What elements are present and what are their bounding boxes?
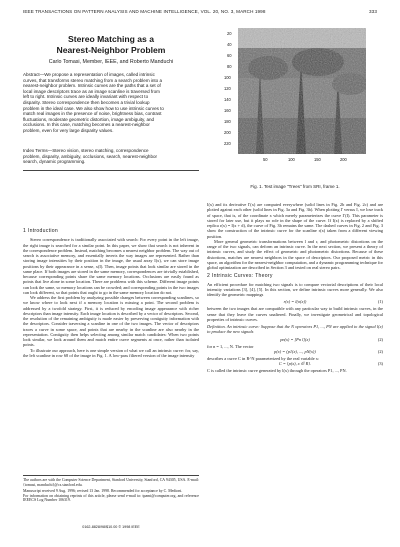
- y-tick: 80: [227, 64, 232, 69]
- trees-image: [238, 28, 366, 154]
- page-number: 333: [369, 9, 377, 14]
- equation-2-number: (2): [377, 336, 383, 342]
- equation-1-number: (1): [377, 299, 383, 305]
- right-column-body: [207, 202, 383, 373]
- abstract-line: Abstract—We propose a representation of images, called intrinsic: [23, 72, 155, 77]
- abstract-line: nearest-neighbor problem. Intrinsic curves are the paths that a set of: [23, 83, 161, 89]
- figure-caption: Fig. 1. Test image "Trees" from SRI, frame 1.: [250, 184, 340, 189]
- abstract-line: problem, even for very large disparity values.: [23, 127, 114, 133]
- index-terms-line: Index Terms—Stereo vision, stereo matching, correspondence: [23, 148, 149, 153]
- abstract-line: curves, that transforms stereo matching from a search problem into a: [23, 77, 162, 83]
- after-equation-1: between the two images that are compatible with any particular way to build intrinsic curves, in the sense that they leave the curves unaltered. Finally, we investigate geometrical and topological properties of intrinsic curves.: [207, 306, 383, 322]
- running-header: [23, 9, 377, 17]
- footnote-manuscript: Manuscript received 9 Aug. 1996; revised 13 Jan. 1998. Recommended for acceptance by C. Medioni.: [23, 489, 183, 494]
- equation-2: [207, 337, 383, 344]
- paper-title: [23, 34, 199, 55]
- y-tick: 220: [224, 141, 231, 146]
- title-line-1: Stereo Matching as a: [68, 34, 154, 44]
- copyright-line: 0162-8828/98/$10.00 © 1998 IEEE: [82, 525, 140, 529]
- y-tick: 200: [224, 130, 231, 135]
- y-tick: 140: [224, 97, 231, 102]
- abstract-line: left to right. Intrinsic curves are ideally invariant with respect to: [23, 94, 149, 100]
- section-2-paragraph: An efficient procedure for matching two signals is to compare vectorial descriptions of their local intensity variations [3], [4], [5]. In this section, we define intrinsic curves more generally. We also identify the geometric mappings: [207, 281, 383, 297]
- equation-4-body: C = {p(x), x ∈ R}.: [278, 361, 312, 366]
- x-tick: 100: [288, 157, 295, 162]
- authors: Carlo Tomasi, Member, IEEE, and Roberto Manduchi: [48, 59, 174, 65]
- section-1-heading: 1 Introduction: [23, 228, 59, 234]
- abstract-rule: [23, 170, 199, 171]
- intro-paragraph-1: Stereo correspondence is traditionally associated with search: For every point in the left image, the right image is searched for a similar point. In this paper, we show that search is not inherent in the correspondence problem. Instead, matching becomes a nearest neighbor problem. The way out of search is associative memory, and essentially inverts the way images are represented. Rather than storing image intensities by their position in the image, the usual array I(x), we can store image positions by their appearance in a sense, x(I). Then, image points that look similar are stored in the same place. If both images are stored in the same memory, correspondences are trivially established, because corresponding points share the same memory locations. Occlusions are easily found as points that live alone in some location. There are problems with this scheme. Different image points can look the same, so memory locations can be crowded; and corresponding points in the two images can look different, so that points that ought to go in the same memory location do not.: [23, 237, 199, 295]
- y-tick: 40: [227, 42, 232, 47]
- definition-intrinsic-curve: Definition. An intrinsic curve: Suppose that the N operators P1, ..., PN are applied to the signal l(x) to produce the new signals: [207, 324, 383, 335]
- left-column-body: [23, 229, 199, 358]
- y-tick: 20: [227, 31, 232, 36]
- footnote-affiliation: The authors are with the Computer Science Department, Stanford University, Stanford, CA 94305, USA. E-mail: {tomasi, manduchi}@cs.stanford.edu.: [23, 478, 199, 487]
- equation-1: [207, 299, 383, 306]
- intro-paragraph-3: To illustrate our approach, here is one simple version of what we call an intrinsic curve: for, say, the left scanline in row 68 of the image in Fig. 1. A low-pass filtered version of the image intensity: [23, 347, 199, 358]
- y-tick: 120: [224, 86, 231, 91]
- footnote-reprints: For information on obtaining reprints of this article, please send e-mail to: tpami@computer.org, and reference IEEECS Log Number 106319.: [23, 493, 199, 503]
- index-terms: [23, 148, 199, 165]
- abstract-line: disparity. Stereo correspondence then becomes a trivial lookup: [23, 99, 150, 105]
- equation-2-body: pn(x) = [Pn l](x): [280, 336, 310, 342]
- equation-3-body: p(x) = (p1(x), ..., pN(x)): [274, 348, 316, 354]
- x-tick: 200: [340, 157, 347, 162]
- index-terms-line: problem, disparity, ambiguity, occlusions, search, nearest-neighbor: [23, 153, 158, 159]
- footnote-rule: [23, 475, 199, 476]
- abstract-line: match real images in the presence of noise, brightness bias, contrast: [23, 111, 162, 117]
- equation-2-suffix: for n = 1, ..., N. The vector: [207, 343, 254, 349]
- x-tick: 150: [314, 157, 321, 162]
- equation-4: [207, 361, 383, 368]
- y-tick: 160: [224, 108, 231, 113]
- equation-3-number: (2): [377, 348, 383, 354]
- intro-paragraph-4: More general geometric transformations between l and r, and photometric distortions on the range of the two signals, can deform an intrinsic curve. In the next section, we present a theory of intrinsic curves, and study the effect of geometric and photometric distortions. Because of these distortions, matches are nearest neighbors in the space of descriptors. Our proposed metric in this space, an algorithm for the nearest-neighbor computation, and a dynamic programming technique for global optimization are described in Section 3 and tested on real stereo pairs.: [207, 238, 383, 270]
- equation-3-suffix: describes a curve C in R^N parameterized by the real variable x:: [207, 355, 320, 361]
- footnotes: [23, 478, 199, 503]
- index-terms-line: search, dynamic programming.: [23, 159, 86, 165]
- abstract-line: local image descriptors trace as an image scanline is traversed from: [23, 88, 160, 94]
- intro-continuation: I(x) and its derivative I'(x) are computed everywhere (solid lines in Fig. 2b and Fig. 2c) and are plotted against each other (solid lines in Fig. 3a and Fig. 3b). When plotting I' versus I, we lose track of space, that is, of the coordinate x which merely parameterizes the curve Γ(I). This parameter is stored for later use, but it plays no role in the shape of the curve. If I(x) is replaced by a shifted replica r(x) = I(x + d), the curve of Fig. 3b remains the same. The dashed curves in Fig. 2 and Fig. 3 show the construction of the intrinsic curve for the scanline r(x) taken from a different viewing position.: [207, 202, 383, 239]
- abstract-line: occlusions. In this case, matching becomes a nearest-neighbor: [23, 122, 150, 128]
- equation-1-body: r(x) = l(σ(x)): [283, 299, 307, 305]
- section-2-heading: 2 Intrinsic Curves: Theory: [207, 273, 273, 280]
- figure-trees: [216, 22, 376, 178]
- closing-sentence: C is called the intrinsic curve generated by l(x) through the operators P1, ..., PN.: [207, 368, 347, 373]
- abstract-line: problem in the ideal case. We also show how to use intrinsic curves to: [23, 105, 164, 111]
- equation-4-number: (3): [377, 361, 383, 366]
- intro-paragraph-2: We address the first problem by analyzing possible changes between corresponding scanlines, so we know where to look next if a memory location is missing a point. The second problem is addressed by a twofold strategy. First, it is reduced by encoding image appearance with richer descriptors than image intensity. Each image location is described by a vector of descriptors. Second, the resolution of the remaining ambiguity is made easier by preserving contiguity information with the descriptors. Consider traversing a scanline in one of the two images. The vector of descriptors traces a curve in some space, and points that are nearby in the scanline are also nearby in the representation. Contiguity then helps selecting among similar match candidates: When two points look similar, we look around them and match entire curve segments at once, rather than isolated points.: [23, 295, 199, 348]
- title-line-2: Nearest-Neighbor Problem: [56, 44, 166, 55]
- equation-3: [207, 349, 383, 356]
- y-tick: 180: [224, 119, 231, 124]
- x-tick: 50: [263, 157, 268, 162]
- trees-photo: [238, 28, 366, 154]
- abstract: [23, 72, 199, 134]
- journal-header: IEEE TRANSACTIONS ON PATTERN ANALYSIS AND MACHINE INTELLIGENCE, VOL. 20, NO. 3, MARCH 1998: [23, 9, 266, 14]
- y-tick: 100: [224, 75, 231, 80]
- abstract-line: fluctuations, moderate geometric distortion, image ambiguity, and: [23, 116, 155, 122]
- y-tick: 60: [227, 53, 232, 58]
